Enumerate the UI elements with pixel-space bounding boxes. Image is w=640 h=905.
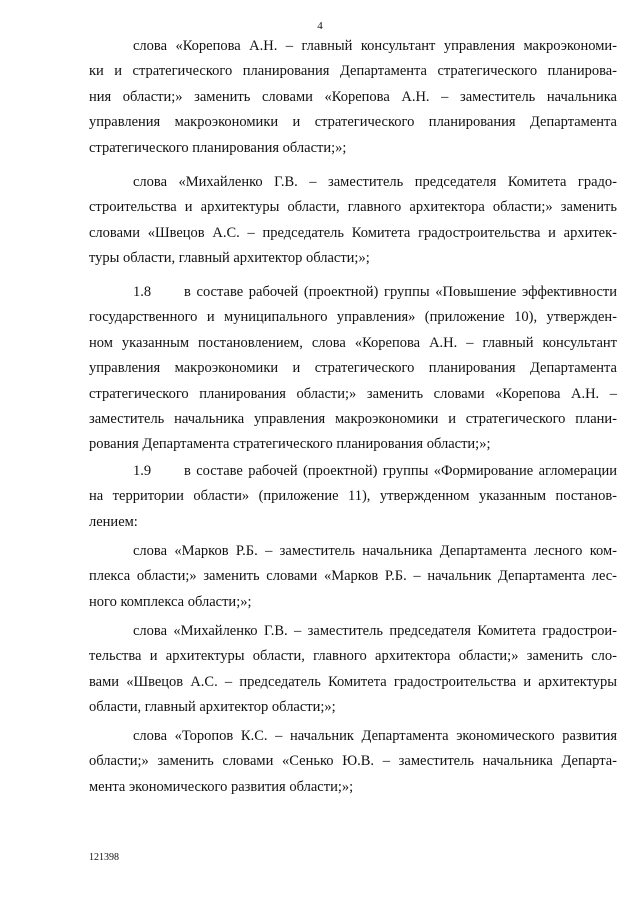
text-line: слова «Корепова А.Н. – главный консультант управления макроэкономи- [133,38,617,54]
page-number: 4 [317,20,323,32]
text-line [89,280,617,305]
text-line: области;» заменить словами «Сенько Ю.В. – заместитель начальника Департа- [89,753,617,770]
text-line: области, главный архитектор области;»; [89,699,336,716]
text-line: мента экономического развития области;»; [89,778,354,795]
text-line: ния области;» заменить словами «Корепова А.Н. – заместитель начальника [89,88,617,105]
text-line: плекса области;» заменить словами «Марков Р.Б. – начальник Департамента лес- [89,568,617,585]
text-line: государственного и муниципального управления» (приложение 10), утвержден- [89,309,617,326]
paragraph-toropov [89,724,617,800]
text-line: туры области, главный архитектор области;»; [89,250,370,267]
text-line: ного комплекса области;»; [89,593,252,610]
text-line: управления макроэкономики и стратегического планирования Департамента [89,360,617,377]
text-line: словами «Швецов А.С. – председатель Комитета градостроительства и архитек- [89,224,617,241]
text-line: вами «Швецов А.С. – председатель Комитета градостроительства и архитектуры [89,673,617,690]
text-line: слова «Торопов К.С. – начальник Департамента экономического развития [133,728,617,744]
item-number: 1.9 [133,463,152,479]
text-line [89,459,617,484]
text-line: стратегического планирования области;» заменить словами «Корепова А.Н. – [89,385,617,402]
text-line: на территории области» (приложение 11), утвержденном указанным постанов- [89,488,617,505]
item-number: 1.8 [133,284,152,300]
paragraph-mikhailenko-1 [89,170,617,272]
text-line: заместитель начальника управления макроэкономики и стратегического плани- [89,411,617,428]
paragraph-item-1-9 [89,459,617,535]
text-line: стратегического планирования области;»; [89,139,347,156]
text-line: рования Департамента стратегического планирования области;»; [89,436,491,453]
text-line: тельства и архитектуры области, главного архитектора области;» заменить сло- [89,648,617,665]
text-line: ном указанным постановлением, слова «Корепова А.Н. – главный консультант [89,334,617,351]
text-line-content: в составе рабочей (проектной) группы «Повышение эффективности [184,284,617,300]
text-line: строительства и архитектуры области, главного архитектора области;» заменить [89,199,617,216]
document-code: 121398 [89,852,119,863]
text-line: слова «Михайленко Г.В. – заместитель председателя Комитета градострои- [133,623,617,639]
paragraph-item-1-8 [89,280,617,458]
paragraph-markov [89,539,617,615]
text-line: ки и стратегического планирования Департамента стратегического планирова- [89,63,617,80]
text-line-content: в составе рабочей (проектной) группы «Формирование агломерации [184,463,617,479]
text-line: слова «Михайленко Г.В. – заместитель председателя Комитета градо- [133,174,617,190]
paragraph-mikhailenko-2 [89,619,617,721]
text-line: лением: [89,513,138,530]
text-line: управления макроэкономики и стратегического планирования Департамента [89,114,617,131]
text-line: слова «Марков Р.Б. – заместитель начальника Департамента лесного ком- [133,543,617,559]
paragraph-korepova-1 [89,34,617,161]
